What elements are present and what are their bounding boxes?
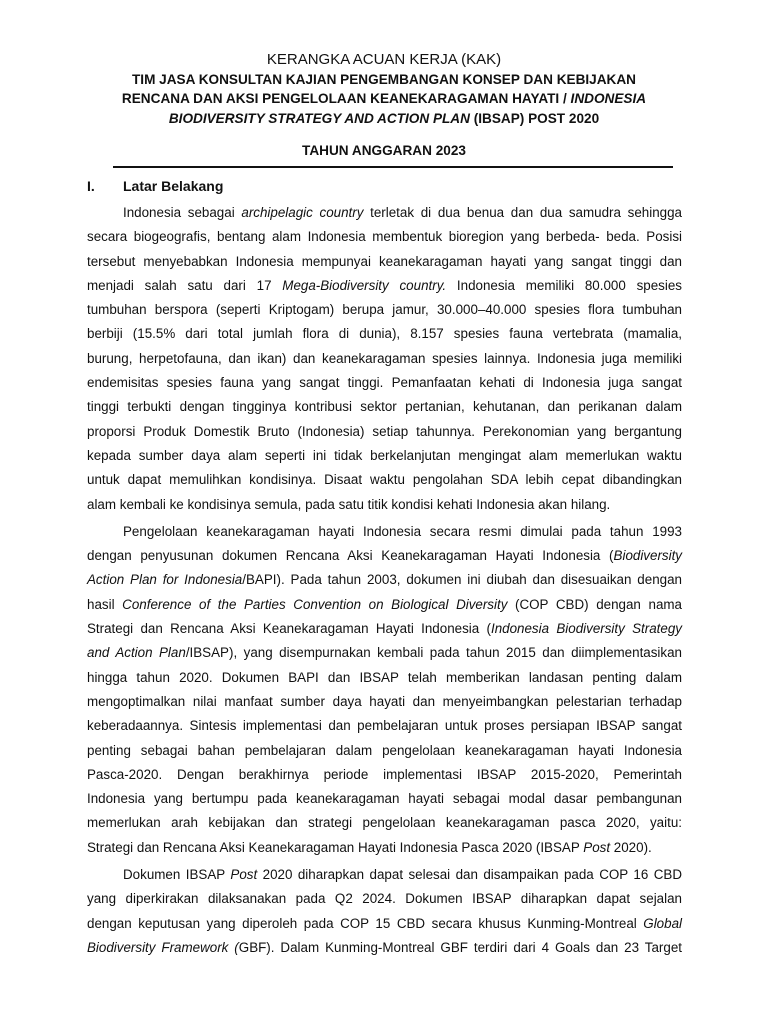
text-line (87, 936, 682, 960)
italic-run: Biodiversity (613, 548, 682, 564)
italic-run: Indonesia Biodiversity Strategy (490, 621, 682, 637)
text-line (87, 347, 682, 371)
italic-run: Conference of the Parties Convention on Biological Diversity (122, 596, 508, 612)
italic-run: Post (583, 839, 611, 855)
text-run: 2020 diharapkan dapat selesai dan disampaikan pada COP 16 CBD (257, 867, 682, 883)
subtitle-line-3-italic: BIODIVERSITY STRATEGY AND ACTION PLAN (168, 110, 470, 126)
text-line (87, 420, 682, 444)
text-run: 2020). (610, 839, 652, 855)
text-run: tumbuhan berspora (seperti Kriptogam) berupa jamur, 30.000–40.000 spesies flora tumbuhan (87, 302, 682, 318)
text-run: memerlukan arah kebijakan dan strategi pengelolaan keanekaragaman pasca 2020, yaitu: (87, 815, 682, 831)
text-run: endemisitas spesies fauna yang sangat tinggi. Pemanfaatan kehati di Indonesia juga sangat (87, 375, 682, 391)
italic-run: Action Plan for Indonesia (87, 572, 243, 588)
text-line (87, 863, 682, 887)
text-line (87, 811, 682, 835)
text-run: untuk dapat memulihkan kondisinya. Disaat waktu pengolahan SDA lebih cepat dibandingkan (87, 472, 682, 488)
text-run: proporsi Produk Domestik Bruto (Indonesia) setiap tahunnya. Perekonomian yang bergantung (87, 423, 682, 439)
text-line (87, 568, 682, 592)
text-line (87, 690, 682, 714)
text-run: dengan keputusan yang diperoleh pada COP 15 CBD secara khusus Kunming-Montreal (87, 915, 644, 931)
paragraph-2 (87, 520, 682, 860)
text-run: dengan penyusunan dokumen Rencana Aksi Keanekaragaman Hayati Indonesia ( (87, 548, 614, 564)
text-run: alam kembali ke kondisinya semula, pada satu titik kondisi kehati Indonesia akan hilang. (87, 496, 611, 512)
italic-run: Mega-Biodiversity country. (282, 277, 447, 293)
text-line (87, 887, 682, 911)
text-run: keberadaannya. Sintesis implementasi dan pembelajaran untuk proses persiapan IBSAP sangat (87, 718, 682, 734)
subtitle-line-3 (0, 109, 768, 128)
italic-run: and Action Plan (87, 645, 186, 661)
paragraph-1 (87, 201, 682, 517)
text-run: hingga tahun 2020. Dokumen BAPI dan IBSAP telah memberikan landasan penting dalam (87, 669, 682, 685)
text-run: tersebut menyebabkan Indonesia mempunyai keanekaragaman hayati yang sangat tinggi dan (87, 253, 682, 269)
text-run: burung, herpetofauna, dan ikan) dan keanekaragaman spesies lainnya. Indonesia juga memiliki (87, 350, 682, 366)
text-run: /BAPI). Pada tahun 2003, dokumen ini diubah dan disesuaikan dengan (242, 572, 682, 588)
text-line (87, 274, 682, 298)
text-run: Pasca-2020. Dengan berakhirnya periode implementasi IBSAP 2015-2020, Pemerintah (87, 766, 682, 782)
text-line (87, 201, 682, 225)
text-run: Indonesia memiliki 80.000 spesies (446, 277, 682, 293)
text-run: yang diperkirakan dilaksanakan pada Q2 2024. Dokumen IBSAP diharapkan dapat sejalan (87, 891, 682, 907)
text-run: menjadi salah satu dari 17 (87, 277, 283, 293)
text-line (87, 493, 682, 517)
text-line (87, 641, 682, 665)
italic-run: Biodiversity Framework ( (87, 939, 239, 955)
text-run: secara biogeografis, bentang alam Indonesia membentuk bioregion yang berbeda- beda. Posisi (87, 229, 682, 245)
budget-year: TAHUN ANGGARAN 2023 (302, 143, 466, 158)
text-run: Pengelolaan keanekaragaman hayati Indonesia secara resmi dimulai pada tahun 1993 (123, 523, 682, 539)
text-line (87, 250, 682, 274)
section-title: Latar Belakang (123, 178, 224, 194)
text-run: hasil (87, 596, 123, 612)
text-line (87, 739, 682, 763)
text-run: Indonesia yang bertumpu pada keanekaragaman hayati sebagai modal dasar pembangunan (87, 791, 682, 807)
text-line (87, 322, 682, 346)
text-run: terletak di dua benua dan dua samudra sehingga (363, 205, 683, 220)
section-number: I. (87, 178, 95, 194)
document-title: KERANGKA ACUAN KERJA (KAK) (266, 51, 502, 68)
text-line (87, 520, 682, 544)
text-line (87, 617, 682, 641)
text-line (87, 544, 682, 568)
text-run: kepada sumber daya alam seperti ini tidak berkelanjutan mengingat alam memerlukan waktu (87, 447, 682, 463)
document-subtitle (0, 70, 768, 128)
section-heading (87, 178, 223, 194)
subtitle-line-3-text: (IBSAP) POST 2020 (469, 110, 600, 126)
text-line (87, 763, 682, 787)
text-line (87, 787, 682, 811)
italic-run: Post (230, 867, 258, 883)
italic-run: Global (643, 915, 682, 931)
text-line (87, 714, 682, 738)
text-line (87, 666, 682, 690)
subtitle-line-2-italic: INDONESIA (570, 91, 647, 107)
body-text (87, 201, 682, 960)
text-line (87, 225, 682, 249)
subtitle-line-1: TIM JASA KONSULTAN KAJIAN PENGEMBANGAN KONSEP DAN KEBIJAKAN (131, 72, 636, 87)
text-run: berbiji (15.5% dari total jumlah flora di dunia), 8.157 spesies fauna vertebrata (mamalia, (87, 326, 682, 342)
text-run: Dokumen IBSAP (123, 867, 231, 883)
text-run: (COP CBD) dengan nama (507, 596, 682, 612)
text-line (87, 912, 682, 936)
text-line (87, 468, 682, 492)
paragraph-3 (87, 863, 682, 960)
text-line (87, 593, 682, 617)
text-line (87, 371, 682, 395)
text-line (87, 298, 682, 322)
text-run: Indonesia sebagai (123, 205, 242, 220)
text-line (87, 444, 682, 468)
text-run: penting sebagai bahan pembelajaran dalam pengelolaan keanekaragaman hayati Indonesia (87, 742, 682, 758)
text-run: tinggi terbukti dengan tingginya kontribusi sektor pertanian, kehutanan, dan perikanan dalam (87, 399, 682, 415)
text-run: Strategi dan Rencana Aksi Keanekaragaman Hayati Indonesia Pasca 2020 (IBSAP (87, 839, 584, 855)
text-line (87, 836, 682, 860)
subtitle-line-2 (0, 89, 768, 108)
text-run: Strategi dan Rencana Aksi Keanekaragaman Hayati Indonesia ( (87, 621, 491, 637)
text-line (87, 395, 682, 419)
header-divider (113, 166, 673, 168)
text-run: /IBSAP), yang disempurnakan kembali pada tahun 2015 dan diimplementasikan (185, 645, 682, 661)
text-run: mengoptimalkan nilai manfaat sumber daya hayati dan menyeimbangkan pelestarian terhadap (87, 693, 682, 709)
italic-run: archipelagic country (241, 205, 364, 220)
text-run: GBF). Dalam Kunming-Montreal GBF terdiri dari 4 Goals dan 23 Target (238, 939, 682, 955)
subtitle-line-2-text: RENCANA DAN AKSI PENGELOLAAN KEANEKARAGAMAN HAYATI / (121, 91, 571, 107)
